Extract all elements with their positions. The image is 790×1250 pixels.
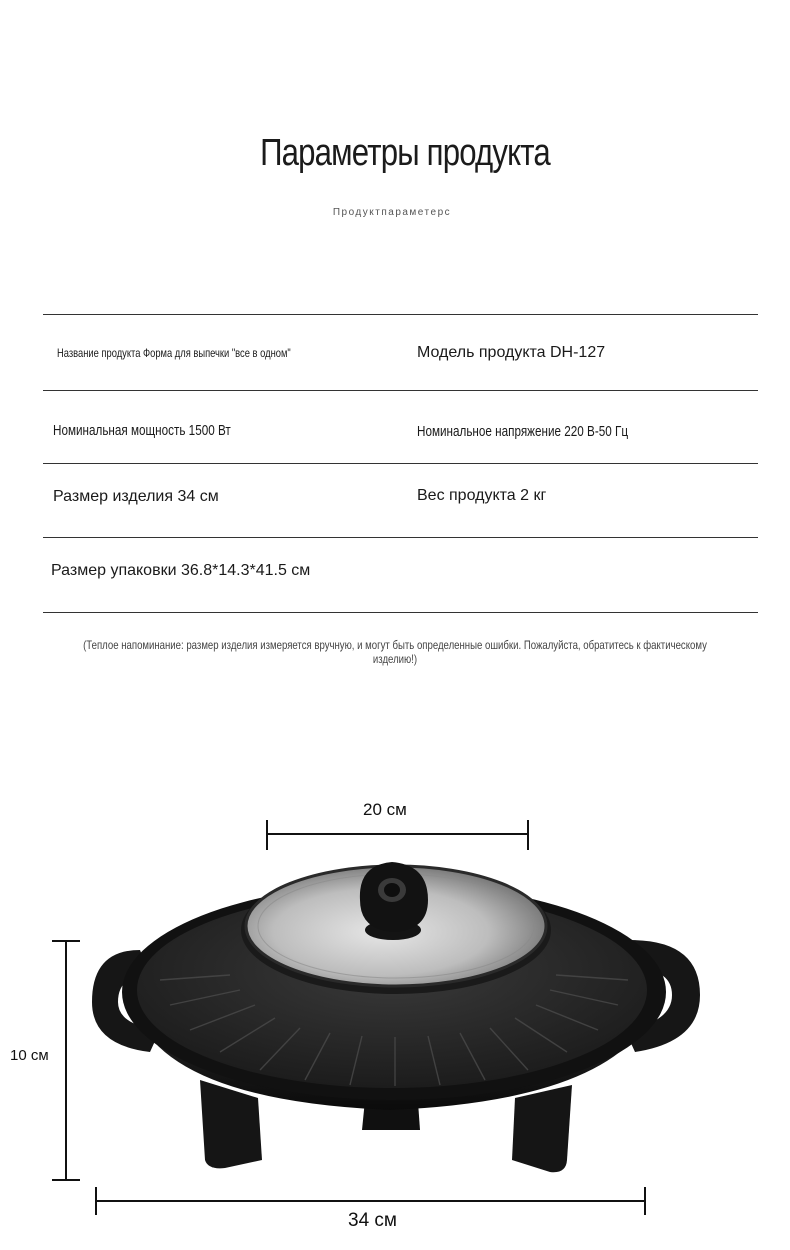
parameters-row-3 [43,463,758,537]
page-title: Параметры продукта [260,132,550,174]
rated-voltage-param: Номинальное напряжение 220 В-50 Гц [417,423,629,440]
product-size-param: Размер изделия 34 см [53,488,219,505]
height-label: 10 см [10,1047,49,1064]
product-name-param: Название продукта Форма для выпечки "все в одном" [57,346,291,360]
parameters-row-2 [43,390,758,463]
rated-power-param: Номинальная мощность 1500 Вт [53,422,231,439]
product-weight-param: Вес продукта 2 кг [417,487,547,504]
parameters-table [43,314,758,613]
package-size-param: Размер упаковки 36.8*14.3*41.5 см [51,562,311,579]
lid-width-label: 20 см [363,800,407,819]
measurement-note [0,638,790,666]
parameters-row-4 [43,537,758,613]
product-model-param: Модель продукта DH-127 [417,344,606,361]
product-image [0,780,790,1250]
parameters-row-1 [43,314,758,390]
width-label: 34 см [348,1210,397,1231]
lid-width-dimension [267,820,528,850]
page-subtitle: Продуктпараметерс [332,207,452,218]
measurement-note-text: (Теплое напоминание: размер изделия измеряется вручную, и могут быть определенные ошибки. Пожалуйста, обратитесь к фактическому изделию!) [83,638,707,666]
height-dimension [52,941,80,1180]
